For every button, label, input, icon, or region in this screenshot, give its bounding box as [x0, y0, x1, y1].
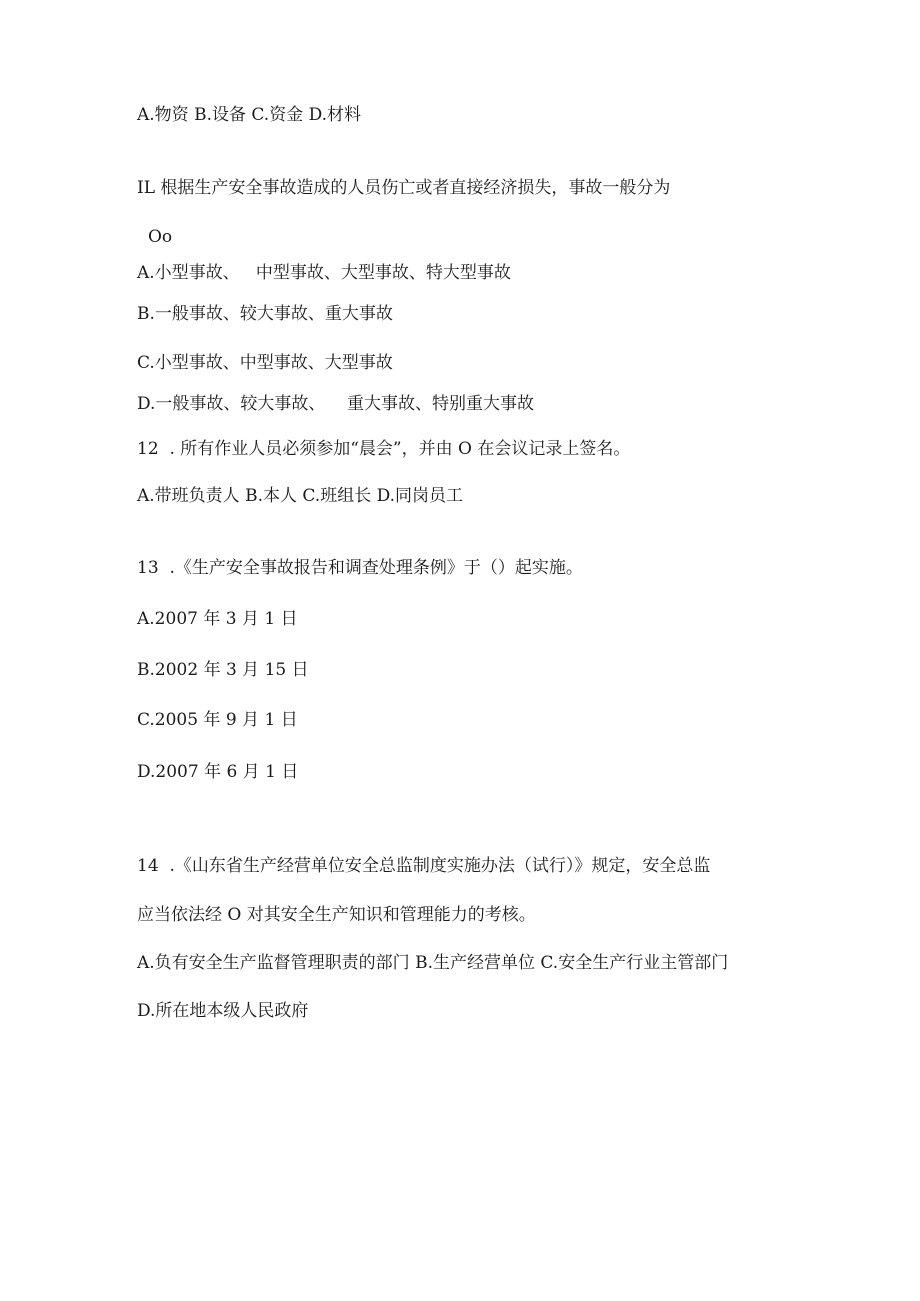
q11-option-c: C.小型事故、中型事故、大型事故: [137, 353, 393, 373]
q12-stem: 12 . 所有作业人员必须参加“晨会”，并由 O 在会议记录上签名。: [137, 439, 631, 459]
q11-stem-line2: Oo: [148, 227, 173, 247]
q11-option-b: B.一般事故、较大事故、重大事故: [137, 304, 393, 324]
q13-option-d: D.2007 年 6 月 1 日: [137, 762, 299, 782]
q11-option-d: D.一般事故、较大事故、 重大事故、特别重大事故: [137, 394, 535, 414]
q14-options-line1: A.负有安全生产监督管理职责的部门 B.生产经营单位 C.安全生产行业主管部门: [137, 953, 729, 973]
q11-stem-line1: IL 根据生产安全事故造成的人员伤亡或者直接经济损失，事故一般分为: [137, 178, 671, 198]
q14-stem-line1: 14 .《山东省生产经营单位安全总监制度实施办法（试行）》规定，安全总监: [137, 856, 711, 876]
q10-options: A.物资 B.设备 C.资金 D.材料: [137, 105, 362, 125]
q11-option-a: A.小型事故、 中型事故、大型事故、特大型事故: [137, 263, 511, 283]
q13-option-a: A.2007 年 3 月 1 日: [137, 609, 298, 629]
q13-stem: 13 .《生产安全事故报告和调查处理条例》于（）起实施。: [137, 558, 583, 578]
q14-stem-line2: 应当依法经 O 对其安全生产知识和管理能力的考核。: [137, 905, 536, 925]
q12-options: A.带班负责人 B.本人 C.班组长 D.同岗员工: [137, 486, 464, 506]
q14-option-d: D.所在地本级人民政府: [137, 1001, 309, 1021]
q13-option-c: C.2005 年 9 月 1 日: [137, 710, 298, 730]
q13-option-b: B.2002 年 3 月 15 日: [137, 660, 309, 680]
